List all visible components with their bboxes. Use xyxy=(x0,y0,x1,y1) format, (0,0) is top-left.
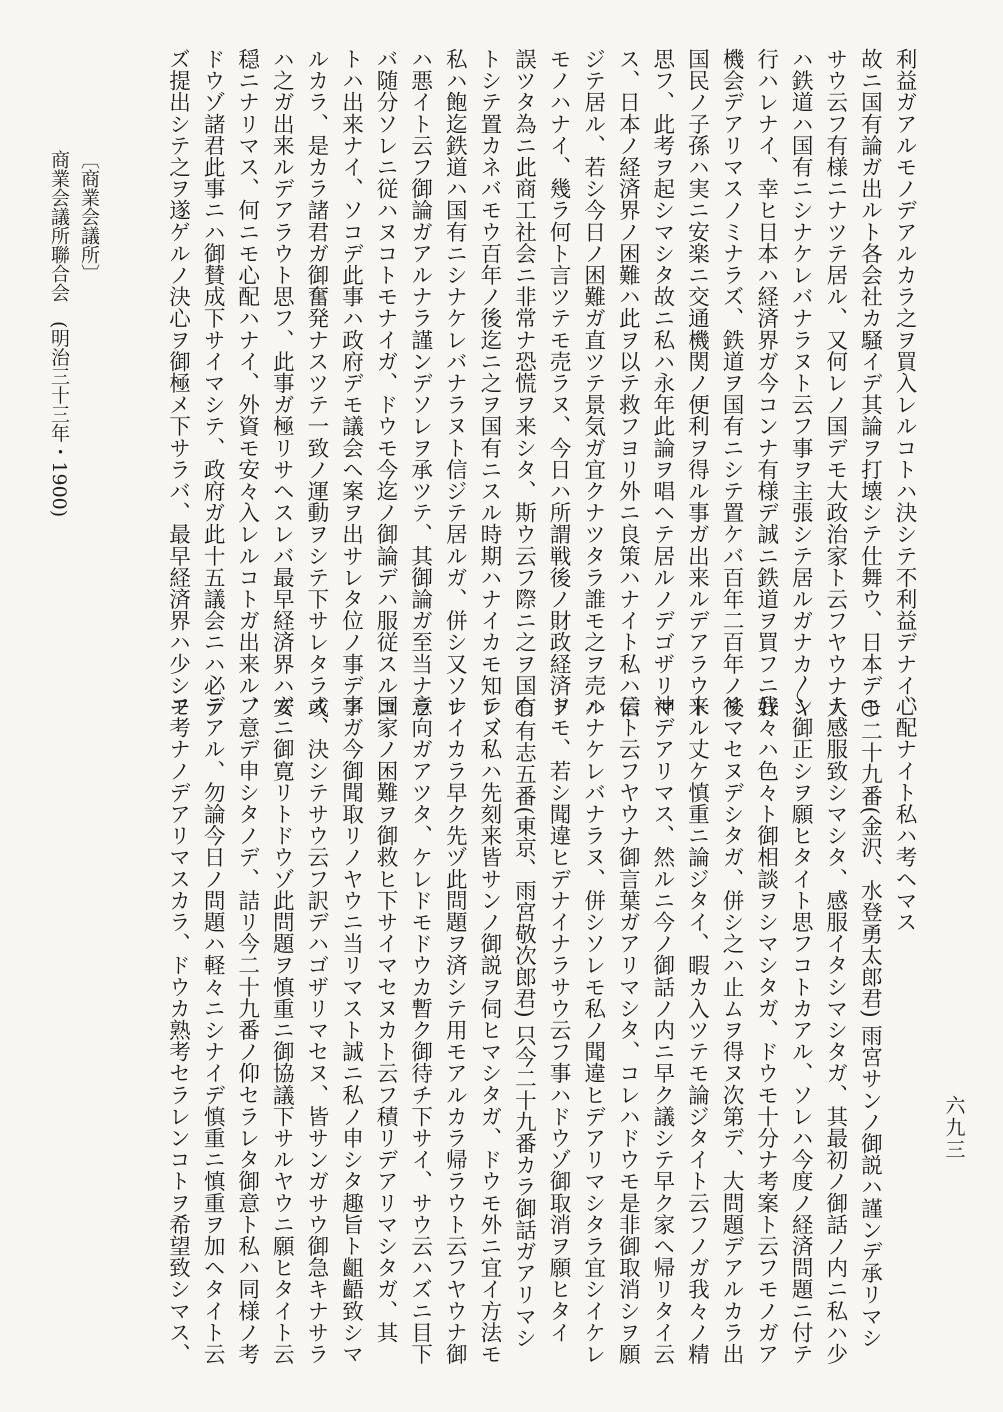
text-column: ス、日本ノ経済界ノ困難ハ此ヲ以テ救フヨリ外ニ良策ハナイト私ハ信 xyxy=(615,48,641,718)
text-column: デアル、勿論今日ノ問題ハ軽々ニシナイデ慎重ニ慎重ヲ加ヘタイト云 xyxy=(200,695,226,1365)
text-column: ○二十九番(金沢、水登勇太郎君) 雨宮サンノ御説ハ謹ンデ承リマシ xyxy=(857,695,883,1349)
lower-text-block xyxy=(160,695,921,1365)
text-column: ハ之ガ出来ルデアラウト思フ、此事ガ極リサヘスレバ最早経済界ハ安 xyxy=(269,48,295,718)
text-column: ズ提出シテ之ヲ遂ゲルノ決心ヲ御極メ下サラバ、最早経済界ハ少シモ xyxy=(165,48,191,718)
text-column: 来ル丈ケ慎重ニ論ジタイ、暇カ入ツテモ論ジタイト云フノガ我々ノ精 xyxy=(684,695,710,1365)
text-column: シ御正シヲ願ヒタイト思フコトカアル、ソレハ今度ノ経済問題ニ付テ xyxy=(788,695,814,1365)
text-column: テ感服致シマシタ、感服イタシマシタガ、其最初ノ御話ノ内ニ私ハ少 xyxy=(822,695,848,1365)
text-column: 私ハ飽迄鉄道ハ国有ニシナケレバナラヌト信ジテ居ルガ、併シ又ソレ xyxy=(442,48,468,718)
text-column: 思フ、此考ヲ起シマシタ故ニ私ハ永年此論ヲ唱ヘテ居ルノデゴザリマ xyxy=(649,48,675,718)
text-column: バ随分ソレニ従ハヌコトモナイガ、ドウモ今迄ノ御論デハ服従スルコ xyxy=(373,48,399,718)
text-column: 意向ガアツタ、ケレドモドウカ暫ク御待チ下サイ、サウ云ハズニ目下 xyxy=(407,695,433,1365)
text-column: 神デアリマス、然ルニ今ノ御話ノ内ニ早ク議シテ早ク家ヘ帰リタイ云 xyxy=(649,695,675,1365)
upper-text-block xyxy=(160,48,921,740)
footer-publisher: 商業会議所聯合会 xyxy=(48,150,70,302)
text-column: フ意デ申シタノデ、詰リ今二十九番ノ仰セラレタ御意ト私ハ同様ノ考 xyxy=(234,695,260,1365)
text-column: ジテ居ル、若シ今日ノ困難ガ直ツテ景気ガ宜クナツタラ誰モ之ヲ売ル xyxy=(580,48,606,718)
text-column: ハナケレバナラヌ、併シソレモ私ノ聞違ヒデアリマシタラ宜シイケレ xyxy=(580,695,606,1365)
text-column: ○有志五番(東京、雨宮敬次郎君) 只今二十九番カラ御話ガアリマシ xyxy=(511,695,537,1349)
text-column: トシテ置カネバモウ百年ノ後迄ニ之ヲ国有ニスル時期ハナイカモ知レヌ xyxy=(476,48,502,740)
text-column: 事ガ今御聞取リノヤウニ当リマスト誠ニ私ノ申シタ趣旨ト齟齬致シマ xyxy=(338,695,364,1365)
text-column: ナイカラ早ク先ヅ此問題ヲ済シテ用モアルカラ帰ラウト云フヤウナ御 xyxy=(442,695,468,1365)
text-column: モノハナイ、幾ラ何ト言ツテモ売ラヌ、今日ハ所謂戦後ノ財政経済ヲ xyxy=(546,48,572,718)
text-column: 行ハレナイ、幸ヒ日本ハ経済界ガ今コンナ有様デ誠ニ鉄道ヲ買フニ好 xyxy=(753,48,779,718)
text-column: 国家ノ困難ヲ御救ヒ下サイマセヌカト云フ積リデアリマシタガ、其 xyxy=(373,695,399,1343)
text-column: フ考ナノデアリマスカラ、ドウカ熟考セラレンコトヲ希望致シマス、 xyxy=(165,695,191,1365)
footer-date: (明治三十三年・1900) xyxy=(48,321,70,518)
text-column: ハ悪イト云フ御論ガアルナラ謹ンデソレヲ承ツテ、其御論ガ至当ナラ xyxy=(407,48,433,718)
text-column: サウ云フ有様ニナツテ居ル、又何レノ国デモ大政治家ト云フヤウナ人 xyxy=(822,48,848,718)
page-number: 六九三 xyxy=(942,1095,966,1161)
text-column: トハ出来ナイ、ソコデ此事ハ政府デモ議会ヘ案ヲ出サレタ位ノ事デア xyxy=(338,48,364,718)
text-column: 利益ガアルモノデアルカラ之ヲ買入レルコトハ決シテ不利益デナイ、 xyxy=(892,48,917,718)
text-column: ス、決シテサウ云フ訳デハゴザリマセヌ、皆サンガサウ御急キナサラ xyxy=(303,695,329,1365)
text-column: ルカラ、是カラ諸君ガ御奮発ナスツテ一致ノ運動ヲシテ下サレタラ或 xyxy=(303,48,329,718)
text-column: 故ニ国有論ガ出ルト各会社カ騒イデ其論ヲ打壊シテ仕舞ウ、日本デモ xyxy=(857,48,883,718)
footer-source: 〔商業会議所〕 xyxy=(78,150,100,283)
text-column: 心配ナイト私ハ考ヘマス xyxy=(892,695,917,933)
text-column: 誤ツタ為ニ此商工社会ニ非常ナ恐慌ヲ来シタ、斯ウ云フ際ニ之ヲ国有 xyxy=(511,48,537,718)
text-column: 国民ノ子孫ハ実ニ安楽ニ交通機関ノ便利ヲ得ル事ガ出来ルデアラウト xyxy=(684,48,710,718)
text-column: テ、私ハ先刻来皆サンノ御説ヲ伺ヒマシタガ、ドウモ外ニ宜イ方法モ xyxy=(476,695,502,1365)
text-column: 機会デアリマスノミナラズ、鉄道ヲ国有ニシテ置ケバ百年二百年ノ後 xyxy=(719,48,745,718)
text-column: 云ト云フヤウナ御言葉ガアリマシタ、コレハドウモ是非御取消シヲ願 xyxy=(615,695,641,1365)
text-column: ズニ御寛リトドウゾ此問題ヲ慎重ニ御協議下サルヤウニ願ヒタイト云 xyxy=(269,695,295,1365)
text-column: 我々ハ色々ト御相談ヲシマシタガ、ドウモ十分ナ考案ト云フモノガア xyxy=(753,695,779,1365)
text-column: ハ鉄道ハ国有ニシナケレバナラヌト云フ事ヲ主張シテ居ルガナカ〳〵 xyxy=(788,48,814,718)
text-column: 穏ニナリマス、何ニモ心配ハナイ、外資モ安々入レルコトガ出来ル、 xyxy=(234,48,260,718)
text-column: ドモ、若シ聞違ヒデナイナラサウ云フ事ハドウゾ御取消ヲ願ヒタイ xyxy=(546,695,572,1343)
running-footer xyxy=(44,150,104,650)
text-column: リマセヌデシタガ、併シ之ハ止ムヲ得ヌ次第デ、大問題デアルカラ出 xyxy=(719,695,745,1365)
text-column: ドウゾ諸君此事ニハ御賛成下サイマシテ、政府ガ此十五議会ニハ必ラ xyxy=(200,48,226,718)
